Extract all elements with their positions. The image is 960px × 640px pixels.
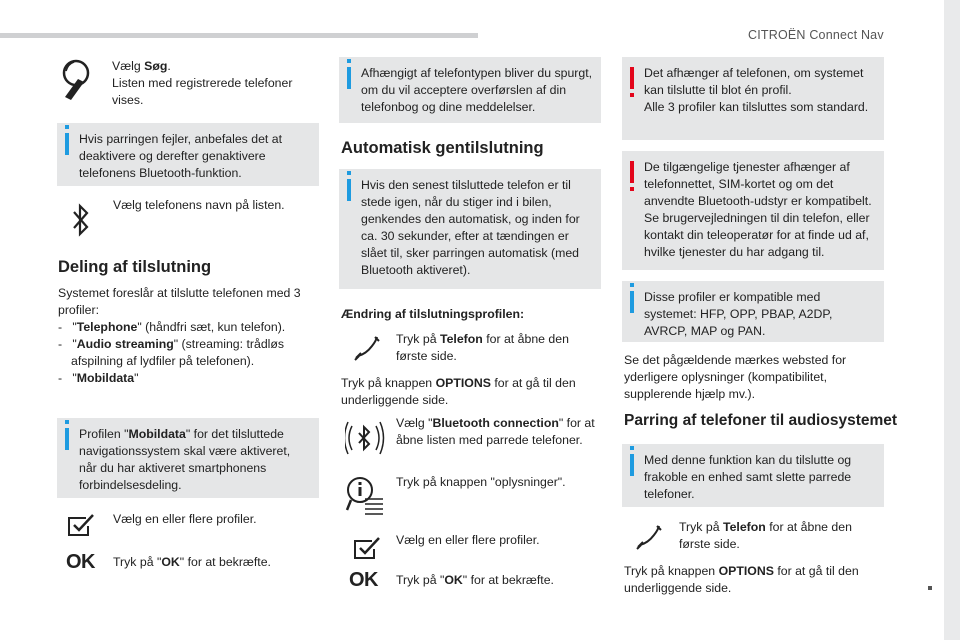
warning-text: Det afhænger af telefonen, om systemet kan tilslutte til blot én profil. Alle 3 profiler kan tilsluttes som standard. — [644, 66, 869, 114]
text-post: . — [167, 59, 171, 73]
info-box-pairing-fail — [57, 123, 319, 186]
info-text: Disse profiler er kompatible med systemet: HFP, OPP, PBAP, A2DP, AVRCP, MAP og PAN. — [644, 290, 833, 338]
info-icon — [65, 133, 69, 155]
warning-box-profiles — [622, 57, 884, 140]
list-item: - "Telephone" (håndfri sæt, kun telefon). — [58, 320, 286, 334]
info-box-accept — [339, 57, 601, 123]
bluetooth-icon — [72, 203, 90, 242]
info-icon — [347, 67, 351, 89]
step-bt-connection-text: Vælg "Bluetooth connection" for at åbne listen med parrede telefoner. — [396, 416, 595, 447]
heading-pairing-audio: Parring af telefoner til audiosystemet — [624, 412, 898, 429]
list-item: - "Mobildata" — [58, 371, 139, 385]
warning-box-services — [622, 151, 884, 270]
info-icon — [630, 454, 634, 476]
page-header: CITROËN Connect Nav — [748, 28, 884, 42]
phone-handset-icon — [634, 523, 664, 558]
info-text: Afhængigt af telefontypen bliver du spurgt, om du vil acceptere overførslen af din telefonbog og dine meddelelser. — [361, 66, 593, 114]
info-text: Hvis parringen fejler, anbefales det at deaktivere og derefter genaktivere telefonens Bluetooth-funktion. — [79, 132, 283, 180]
change-profile-title: Ændring af tilslutningsprofilen: — [341, 307, 525, 321]
step-select-name-text: Vælg telefonens navn på listen. — [113, 198, 285, 212]
page-number: 25 — [925, 601, 943, 618]
list-item: - "Audio streaming" (streaming: trådløs afspilning af lydfiler på telefonen). — [58, 337, 285, 368]
text-line: Listen med registrerede telefoner vises. — [112, 76, 293, 107]
options-text: Tryk på knappen OPTIONS for at gå til den underliggende side. — [341, 376, 576, 407]
warning-text: De tilgængelige tjenester afhænger af telefonnettet, SIM-kortet og om det anvendte Bluetooth-udstyr er kompatibelt. Se brugervejledningen til din telefon, eller kontakt din teleoperatør for at finde ud af, hvilke tjenester du har adgang til. — [644, 160, 872, 259]
heading-sharing: Deling af tilslutning — [58, 258, 212, 276]
step-select-profiles-text: Vælg en eller flere profiler. — [113, 512, 257, 526]
ok-icon: OK — [66, 551, 95, 573]
info-box-auto-reconnect — [339, 169, 601, 289]
step-telefon-text: Tryk på Telefon for at åbne den første side. — [679, 520, 852, 551]
options-text: Tryk på knappen OPTIONS for at gå til den underliggende side. — [624, 564, 859, 595]
info-box-compat — [622, 281, 884, 342]
step-search-text — [112, 58, 312, 109]
info-text: Profilen "Mobildata" for det tilsluttede navigationssystem skal være aktiveret, når du har aktiveret smartphonens forbindelsesdeling. — [79, 427, 291, 492]
checkbox-icon — [66, 513, 96, 542]
info-text: Hvis den senest tilsluttede telefon er til stede igen, når du stiger ind i bilen, genkendes den automatisk, og inden for ca. 30 sekunder, efter at tændingen er slået til, sker parringen automatisk (med Bluetooth aktiveret). — [361, 178, 580, 277]
info-list-icon — [345, 476, 385, 523]
info-icon — [65, 428, 69, 450]
page-marker — [928, 586, 932, 590]
info-text: Med denne funktion kan du tilslutte og frakoble en enhed samt slette parrede telefoner. — [644, 453, 852, 501]
info-box-pairing-audio — [622, 444, 884, 507]
page-sidebar — [944, 0, 960, 640]
info-box-mobildata — [57, 418, 319, 498]
info-icon — [630, 291, 634, 313]
bluetooth-connection-icon — [345, 418, 385, 465]
warning-icon — [630, 67, 634, 89]
phone-handset-icon — [352, 334, 382, 369]
step-select-profiles-text: Vælg en eller flere profiler. — [396, 533, 540, 547]
checkbox-icon — [352, 536, 382, 565]
search-icon — [60, 58, 94, 107]
step-telefon-text: Tryk på Telefon for at åbne den første side. — [396, 332, 569, 363]
step-ok-text: Tryk på "OK" for at bekræfte. — [396, 573, 554, 587]
ok-icon: OK — [349, 569, 378, 591]
profile-list — [58, 319, 308, 387]
text-pre: Vælg — [112, 59, 145, 73]
step-info-text: Tryk på knappen "oplysninger". — [396, 475, 566, 489]
warning-icon — [630, 161, 634, 183]
heading-auto-reconnect: Automatisk gentilslutning — [341, 139, 544, 157]
info-icon — [347, 179, 351, 201]
top-rule — [0, 33, 478, 38]
website-text: Se det pågældende mærkes websted for yderligere oplysninger (kompatibilitet, supplerende hjælp mv.). — [624, 353, 847, 401]
sharing-intro: Systemet foreslår at tilslutte telefonen med 3 profiler: — [58, 286, 301, 317]
text-bold: Søg — [144, 59, 168, 73]
step-ok-text: Tryk på "OK" for at bekræfte. — [113, 555, 271, 569]
